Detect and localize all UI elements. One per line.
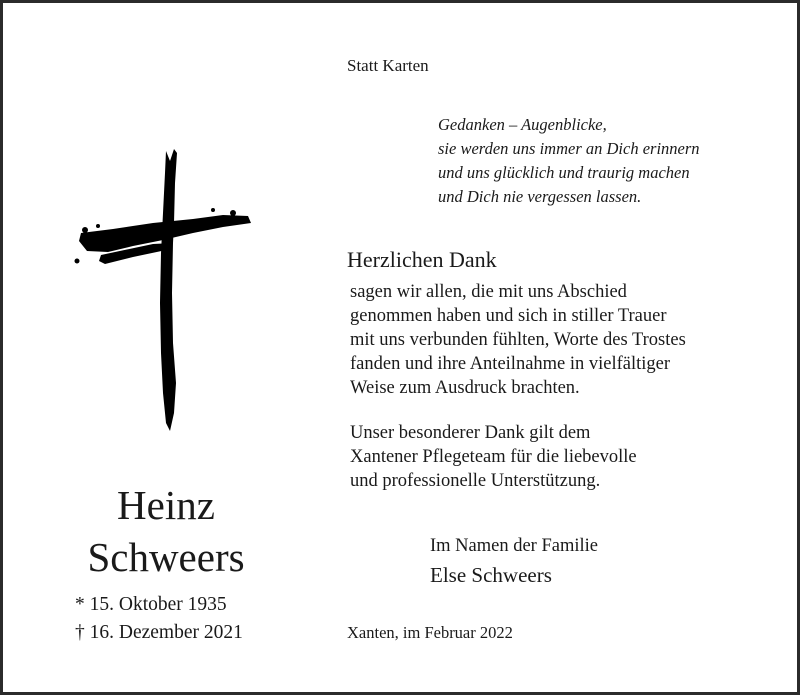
deceased-last-name: Schweers [87, 534, 245, 580]
thanks-line: sagen wir allen, die mit uns Abschied [350, 282, 627, 302]
death-date: † 16. Dezember 2021 [75, 622, 243, 643]
deceased-first-name: Heinz [117, 482, 215, 528]
place-date: Xanten, im Februar 2022 [347, 623, 513, 642]
poem-line: und uns glücklich und traurig machen [438, 163, 690, 182]
special-line: Xantener Pflegeteam für die liebevolle [350, 447, 637, 467]
poem-line: Gedanken – Augenblicke, [438, 115, 607, 134]
special-line: Unser besonderer Dank gilt dem [350, 423, 591, 443]
poem-line: sie werden uns immer an Dich erinnern [438, 139, 700, 158]
thanks-line: Weise zum Ausdruck brachten. [350, 378, 580, 398]
poem-line: und Dich nie vergessen lassen. [438, 187, 642, 206]
cross-icon [73, 143, 263, 438]
birth-date: * 15. Oktober 1935 [75, 594, 227, 615]
thanks-heading: Herzlichen Dank [347, 247, 497, 272]
header-text: Statt Karten [347, 56, 429, 75]
thanks-line: mit uns verbunden fühlten, Worte des Trostes [350, 330, 686, 350]
signature-name: Else Schweers [430, 563, 552, 587]
thanks-line: genommen haben und sich in stiller Trauer [350, 306, 667, 326]
special-line: und professionelle Unterstützung. [350, 471, 601, 491]
thanks-line: fanden und ihre Anteilnahme in vielfältiger [350, 354, 671, 374]
signature-intro: Im Namen der Familie [430, 536, 598, 556]
